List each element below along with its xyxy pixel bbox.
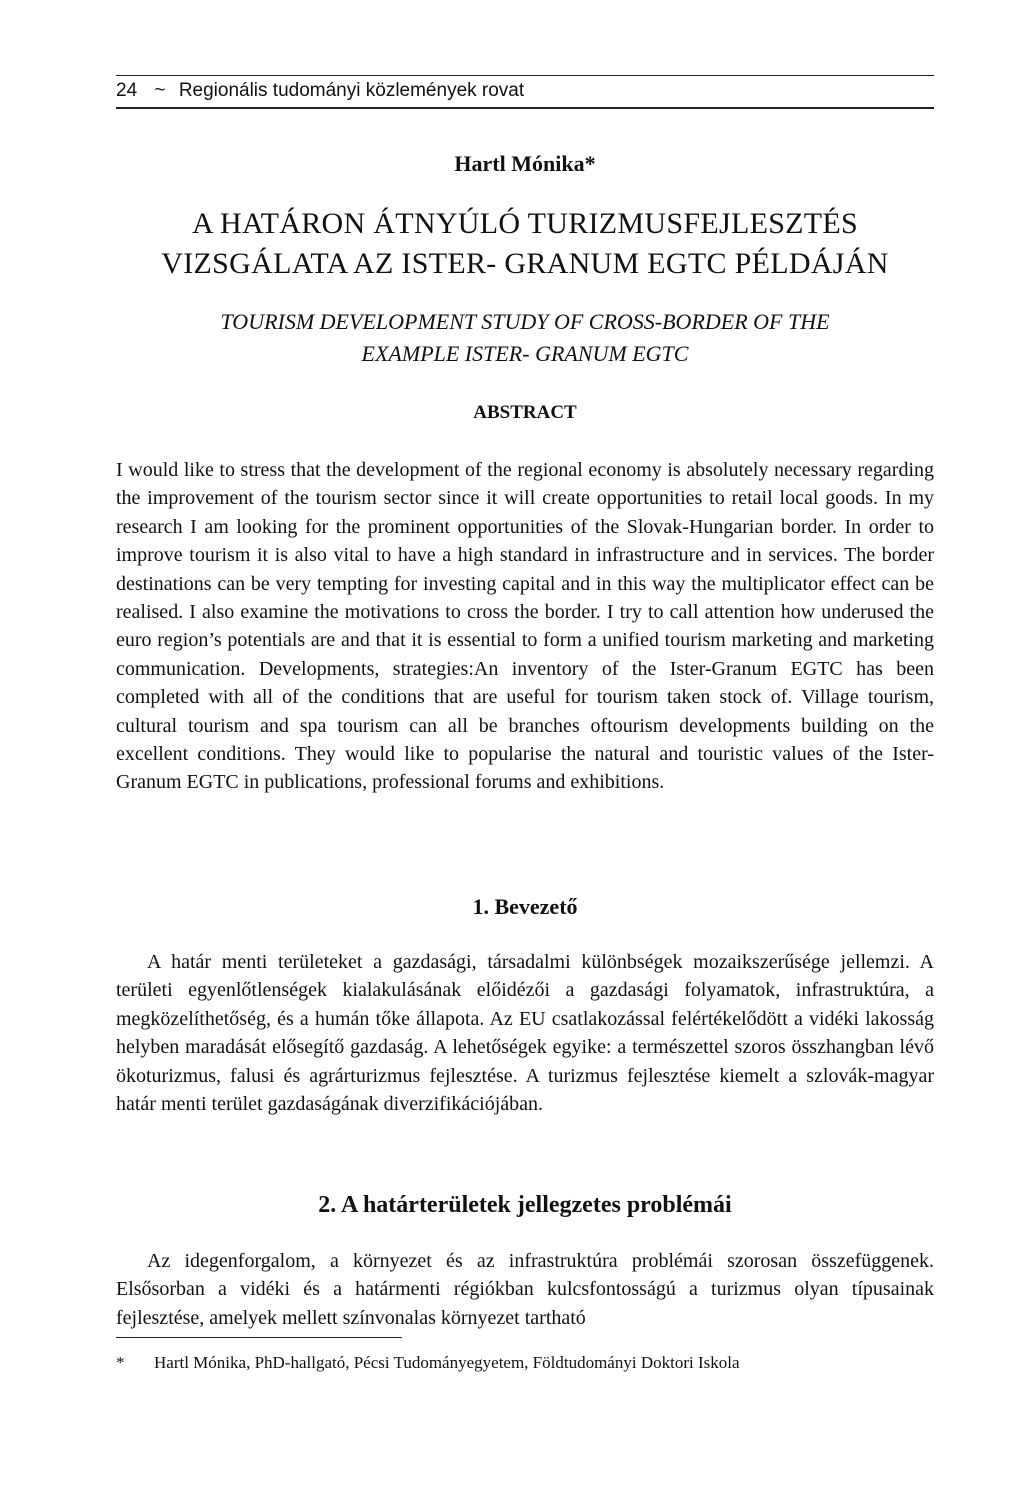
running-head xyxy=(116,79,934,103)
article-subtitle xyxy=(116,306,934,370)
header-top-rule xyxy=(116,75,934,76)
header-bottom-rule xyxy=(116,107,934,109)
running-title: Regionális tudományi közlemények rovat xyxy=(178,80,525,101)
title-line-2: VIZSGÁLATA AZ ISTER- GRANUM EGTC PÉLDÁJÁN xyxy=(161,247,889,280)
abstract-text: I would like to stress that the development of the regional economy is absolutely necessary regarding the improvement of the tourism sector since it will create opportunities to retail local goods. In my research I am looking for the prominent opportunities of the Slovak-Hungarian border. In order to improve tourism it is also vital to have a high standard in infrastructure and in services. The border destinations can be very tempting for investing capital and in this way the multiplicator effect can be realised. I also examine the motivations to cross the border. I try to call attention how underused the euro region’s potentials are and that it is essential to form a unified tourism marketing and marketing communication. Developments, strategies:An inventory of the Ister-Granum EGTC has been completed with all of the conditions that are useful for tourism taken stock of. Village tourism, cultural tourism and spa tourism can all be branches oftourism developments building on the excellent conditions. They would like to popularise the natural and touristic values of the Ister-Granum EGTC in publications, professional forums and exhibitions. xyxy=(116,459,934,794)
subtitle-line-1: TOURISM DEVELOPMENT STUDY OF CROSS-BORDER OF THE xyxy=(220,309,830,334)
footnote xyxy=(116,1352,934,1374)
footnote-rule xyxy=(116,1337,402,1338)
section-1-text: A határ menti területeket a gazdasági, társadalmi különbségek mozaikszerűsége jellemzi. A területi egyenlőtlenségek kialakulásának előidézői a gazdasági folyamatok, infrastruktúra, a megközelíthetőség, és a humán tőke állapota. Az EU csatlakozással felértékelődött a vidéki lakosság helyben maradását elősegítő gazdaság. A lehetőségek egyike: a természettel szoros összhangban lévő ökoturizmus, falusi és agrárturizmus fejlesztése. A turizmus fejlesztése kiemelt a szlovák-magyar határ menti terület gazdaságának diverzifikációjában. xyxy=(116,951,934,1116)
header-separator: ~ xyxy=(154,80,166,101)
title-line-1: A HATÁRON ÁTNYÚLÓ TURIZMUSFEJLESZTÉS xyxy=(191,207,859,240)
footnote-text: Hartl Mónika, PhD-hallgató, Pécsi Tudományegyetem, Földtudományi Doktori Iskola xyxy=(154,1353,740,1372)
footnote-mark: * xyxy=(116,1353,125,1372)
abstract-heading: ABSTRACT xyxy=(473,402,577,423)
section-1-heading: 1. Bevezető xyxy=(472,894,578,919)
section-2-heading: 2. A határterületek jellegzetes problémái xyxy=(318,1192,732,1218)
author-name: Hartl Mónika* xyxy=(454,151,596,176)
article-title xyxy=(116,204,934,284)
subtitle-line-2: EXAMPLE ISTER- GRANUM EGTC xyxy=(361,341,689,366)
section-2-text: Az idegenforgalom, a környezet és az infrastruktúra problémái szorosan összefüggenek. Elsősorban a vidéki és a határmenti régiókban kulcsfontosságú a turizmus olyan típusainak fejlesztése, amelyek mellett színvonalas környezet tartható xyxy=(116,1250,934,1329)
page-number: 24 xyxy=(116,80,138,101)
